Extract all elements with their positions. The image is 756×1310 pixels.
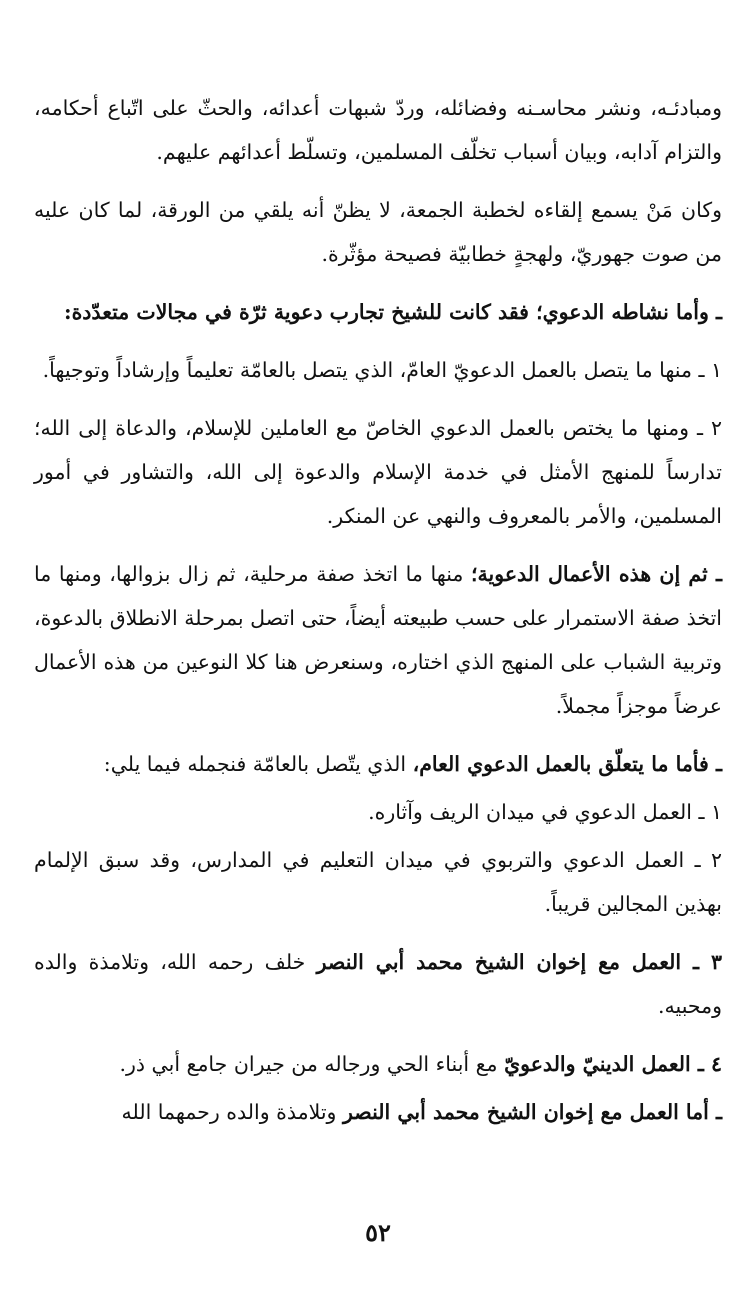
paragraph-10-text: خلف رحمه الله، وتلامذة والده ومحبيه. <box>34 950 722 1018</box>
paragraph-9-text: ٢ ـ العمل الدعوي والتربوي في ميدان التعليم في المدارس، وقد سبق الإلمام بهذين المجالين قريباً. <box>34 848 722 916</box>
paragraph-8-text: ١ ـ العمل الدعوي في ميدان الريف وآثاره. <box>368 800 722 824</box>
paragraph-6-text: منها ما اتخذ صفة مرحلية، ثم زال بزوالها، ومنها ما اتخذ صفة الاستمرار على حسب طبيعته أيضاً، حتى اتصل بمرحلة الانطلاق بالدعوة، وتربية الشباب على المنهج الذي اختاره، وسنعرض هنا كلا النوعين من هذه الأعمال عرضاً موجزاً مجملاً. <box>34 562 722 718</box>
paragraph-12-bold: ـ أما العمل مع إخوان الشيخ محمد أبي النصر <box>342 1100 722 1124</box>
paragraph-5-text: ٢ ـ ومنها ما يختص بالعمل الدعوي الخاصّ مع العاملين للإسلام، والدعاة إلى الله؛ تدارساً للمنهج الأمثل في خدمة الإسلام والدعوة إلى الله، والتشاور في أمور المسلمين، والأمر بالمعروف والنهي عن المنكر. <box>34 416 722 528</box>
paragraph-1-text: ومبادئـه، ونشر محاسـنه وفضائله، وردّ شبهات أعدائه، والحثّ على اتّباع أحكامه، والتزام آدابه، وبيان أسباب تخلّف المسلمين، وتسلّط أعدائهم عليهم. <box>34 96 722 164</box>
paragraph-8 <box>34 790 722 834</box>
paragraph-3-bold: ـ وأما نشاطه الدعوي؛ فقد كانت للشيخ تجارب دعوية ثرّة في مجالات متعدّدة: <box>64 300 722 324</box>
paragraph-10 <box>34 940 722 1028</box>
paragraph-6 <box>34 552 722 728</box>
page-number: ٥٢ <box>365 1218 391 1247</box>
paragraph-11 <box>34 1042 722 1086</box>
paragraph-5 <box>34 406 722 538</box>
paragraph-3 <box>34 290 722 334</box>
paragraph-2-text: وكان مَنْ يسمع إلقاءه لخطبة الجمعة، لا يظنّ أنه يلقي من الورقة، لما كان عليه من صوت جهوريّ، ولهجةٍ خطابيّة فصيحة مؤثّرة. <box>34 198 722 266</box>
paragraph-4-text: ١ ـ منها ما يتصل بالعمل الدعويّ العامّ، الذي يتصل بالعامّة تعليماً وإرشاداً وتوجيهاً. <box>42 358 722 382</box>
paragraph-11-text: مع أبناء الحي ورجاله من جيران جامع أبي ذر. <box>119 1052 498 1076</box>
paragraph-12 <box>34 1090 722 1134</box>
paragraph-7 <box>34 742 722 786</box>
paragraph-10-bold: ٣ ـ العمل مع إخوان الشيخ محمد أبي النصر <box>316 950 722 974</box>
paragraph-2 <box>34 188 722 276</box>
paragraph-11-bold: ٤ ـ العمل الدينيّ والدعويّ <box>504 1052 722 1076</box>
paragraph-12-text: وتلامذة والده رحمهما الله <box>121 1100 337 1124</box>
paragraph-4 <box>34 348 722 392</box>
paragraph-7-bold: ـ فأما ما يتعلّق بالعمل الدعوي العام، <box>412 752 722 776</box>
paragraph-9 <box>34 838 722 926</box>
paragraph-6-bold: ـ ثم إن هذه الأعمال الدعوية؛ <box>471 562 722 586</box>
paragraph-1 <box>34 86 722 174</box>
paragraph-7-text: الذي يتّصل بالعامّة فنجمله فيما يلي: <box>103 752 407 776</box>
